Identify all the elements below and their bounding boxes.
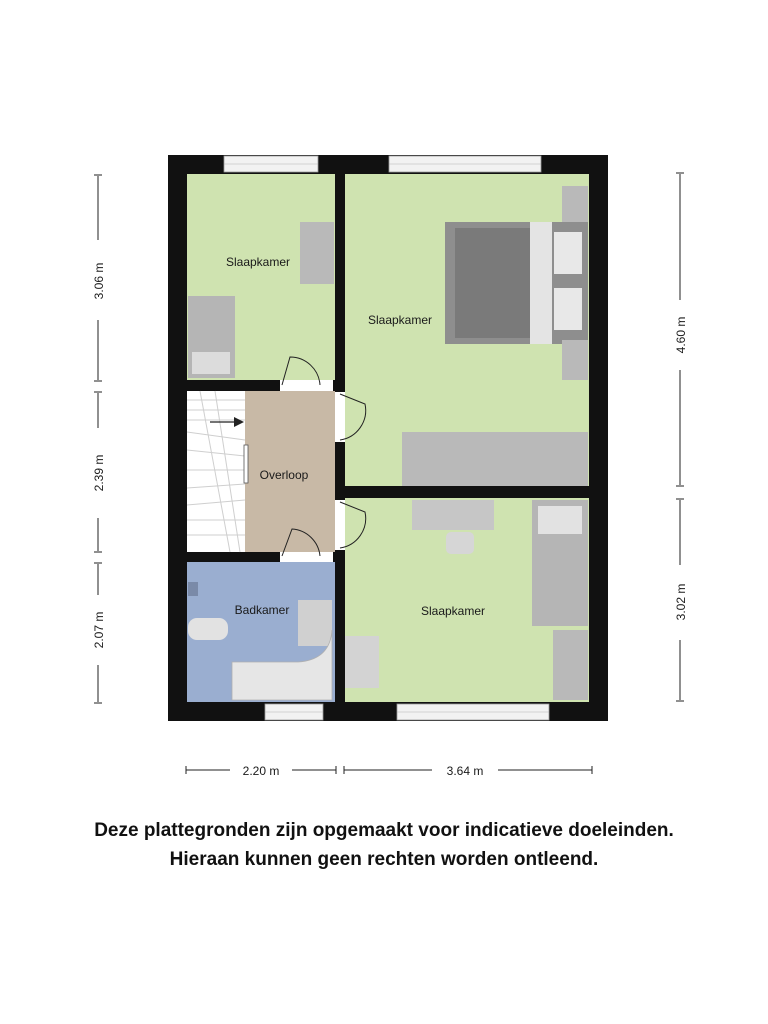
- room-label-bedroom-bottom-right: Slaapkamer: [420, 604, 486, 618]
- toilet: [188, 618, 228, 640]
- room-label-bedroom-top-left: Slaapkamer: [225, 255, 291, 269]
- stair-rail: [244, 445, 248, 483]
- pillow: [554, 232, 582, 274]
- room-label-landing: Overloop: [259, 468, 309, 482]
- pillow: [192, 352, 230, 374]
- door-opening: [280, 380, 333, 391]
- pillow: [554, 288, 582, 330]
- door-opening: [335, 392, 345, 442]
- desk: [412, 500, 494, 530]
- nightstand: [562, 186, 588, 226]
- disclaimer-line-2: Hieraan kunnen geen rechten worden ontleend.: [169, 849, 599, 870]
- wardrobe: [300, 222, 334, 284]
- dimension-right-top: 4.60 m: [674, 316, 688, 354]
- sink: [298, 600, 332, 646]
- wardrobe: [553, 630, 588, 700]
- cabinet: [402, 432, 588, 486]
- dimension-left-top: 3.06 m: [92, 262, 106, 300]
- dimension-left-bottom: 2.07 m: [92, 611, 106, 649]
- sink: [345, 636, 379, 688]
- room-label-bedroom-top-right: Slaapkamer: [367, 313, 433, 327]
- pillow: [538, 506, 582, 534]
- chair: [446, 532, 474, 554]
- dimension-right-bottom: 3.02 m: [674, 583, 688, 621]
- room-label-bathroom: Badkamer: [234, 603, 290, 617]
- shower-fixture: [188, 582, 198, 596]
- door-opening: [280, 552, 333, 562]
- dimension-bottom-left: 2.20 m: [242, 764, 280, 778]
- dimension-left-middle: 2.39 m: [92, 454, 106, 492]
- nightstand: [562, 340, 588, 380]
- dimension-bottom-right: 3.64 m: [446, 764, 484, 778]
- disclaimer-line-1: Deze plattegronden zijn opgemaakt voor indicatieve doeleinden.: [94, 820, 674, 841]
- bed-blanket: [455, 228, 530, 338]
- door-opening: [335, 500, 345, 550]
- bed-sheet: [530, 222, 552, 344]
